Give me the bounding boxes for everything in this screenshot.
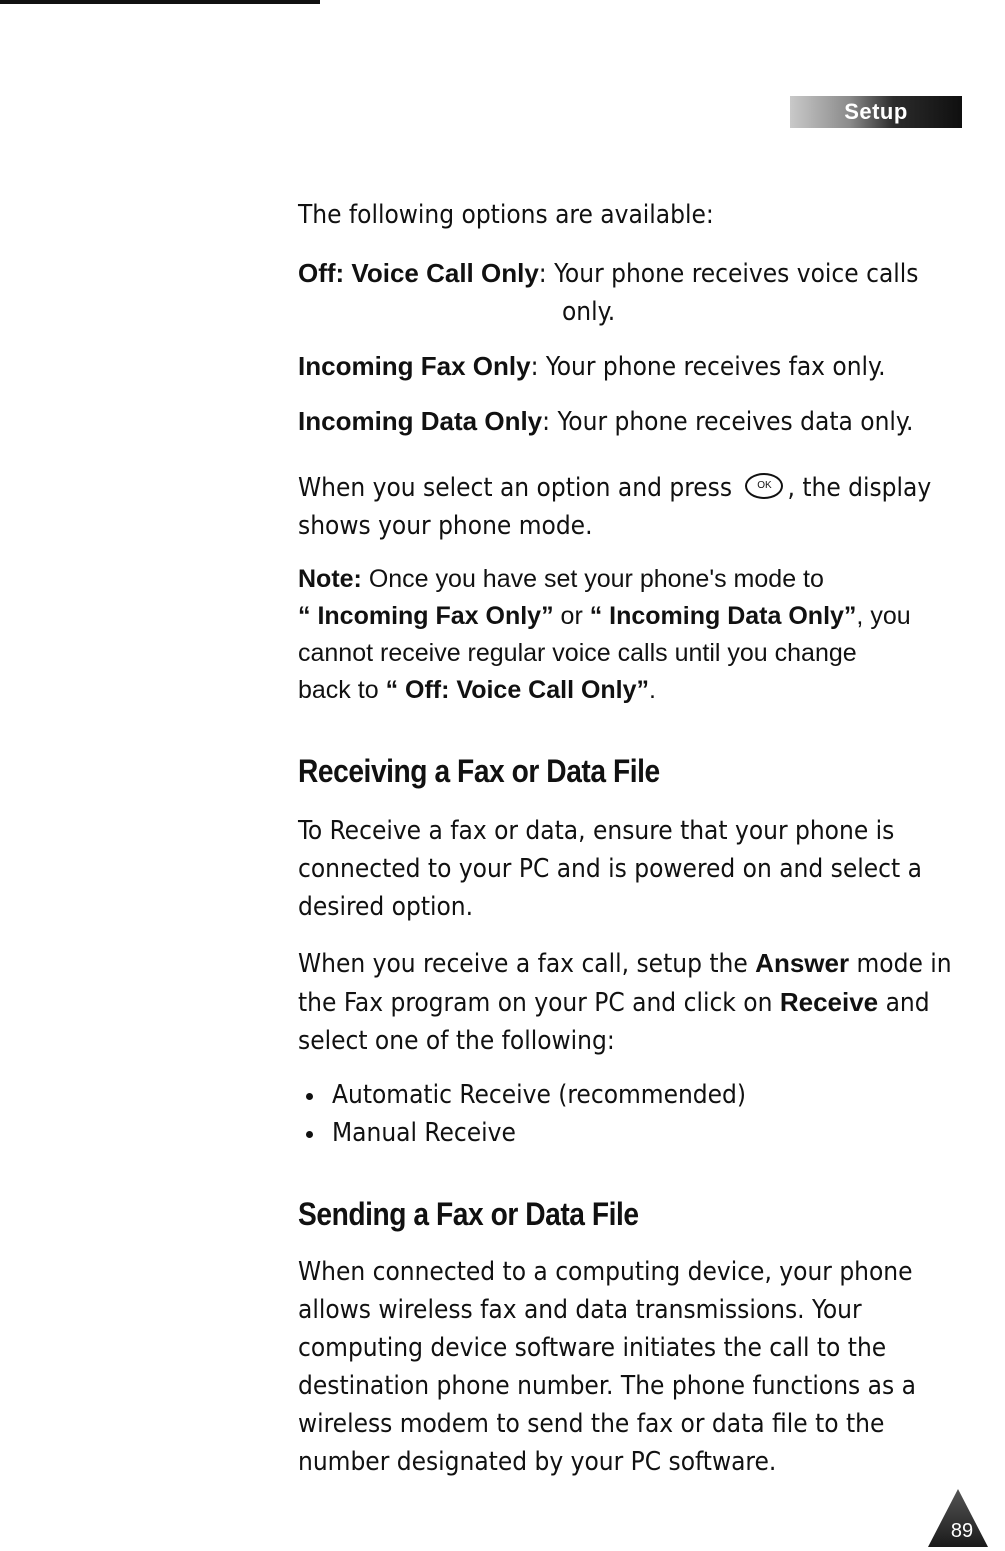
receive-options-list	[298, 1076, 978, 1152]
receiving-paragraph-1: To Receive a fax or data, ensure that your phone is connected to your PC and is powered on and select a desired option.	[298, 816, 922, 922]
option-incoming-data: Incoming Data Only: Your phone receives data only.	[298, 406, 914, 437]
receiving-paragraph-2: When you receive a fax call, setup the Answer mode in the Fax program on your PC and click on Receive and select one of the following:	[298, 948, 952, 1056]
receive-term: Receive	[779, 987, 879, 1017]
receiving-heading: Receiving a Fax or Data File	[298, 753, 660, 789]
ok-key-icon: OK	[745, 473, 783, 499]
answer-term: Answer	[755, 948, 850, 978]
page-number: 89	[950, 1520, 974, 1542]
page-content	[298, 196, 978, 1481]
select-option-text: When you select an option and press OK , the display	[298, 473, 932, 503]
intro-text: The following options are available:	[298, 200, 714, 230]
option-incoming-fax: Incoming Fax Only: Your phone receives fax only.	[298, 351, 886, 382]
option-off-voice: Off: Voice Call Only: Your phone receives voice calls	[298, 258, 919, 289]
top-rule	[0, 0, 320, 4]
note-label: Note:	[298, 565, 362, 593]
section-tab	[790, 96, 962, 128]
note-block: Note: Once you have set your phone's mode to “ Incoming Fax Only” or “ Incoming Data Only”, you cannot receive regular voice calls until you change back to “ Off: Voice Call Only”.	[298, 565, 911, 704]
option-off-voice-cont: only.	[562, 297, 616, 327]
list-item: Automatic Receive (recommended)	[298, 1076, 978, 1114]
select-option-text-line2: shows your phone mode.	[298, 511, 593, 541]
sending-paragraph: When connected to a computing device, your phone allows wireless fax and data transmissions. Your computing device software initiates the call to the destination phone number. The phone functions as a wireless modem to send the fax or data file to the number designated by your PC software.	[298, 1257, 916, 1477]
section-tab-label: Setup	[844, 99, 908, 124]
list-item: Manual Receive	[298, 1114, 978, 1152]
sending-heading: Sending a Fax or Data File	[298, 1196, 639, 1232]
